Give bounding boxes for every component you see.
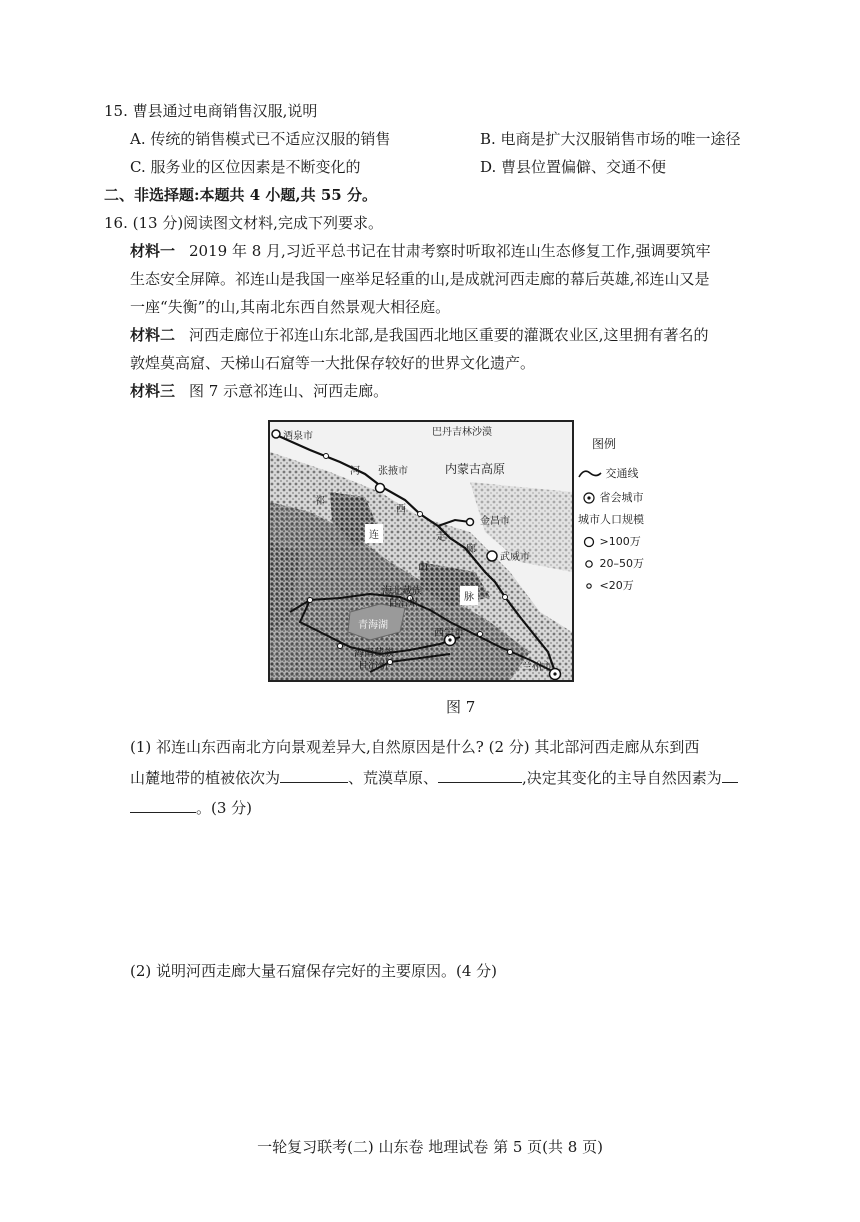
label-he: 河 xyxy=(350,466,360,477)
label-lanzhou: 兰州市 xyxy=(522,662,552,673)
label-wuwei: 武威市 xyxy=(500,552,530,563)
label-lian: 连 xyxy=(365,524,383,543)
material1-line2: 生态安全屏障。祁连山是我国一座举足轻重的山,是成就河西走廊的幕后英雄,祁连山又是 xyxy=(130,270,710,288)
material2-line2: 敦煌莫高窟、天梯山石窟等一大批保存较好的世界文化遗产。 xyxy=(130,354,536,372)
label-mai: 脉 xyxy=(460,586,478,605)
label-hainan-2: 自治州 xyxy=(358,660,388,671)
sub1-line1: (1) 祁连山东西南北方向景观差异大,自然原因是什么? (2 分) 其北部河西走廊从东到西 xyxy=(130,738,700,756)
q16-stem: 16. (13 分)阅读图文材料,完成下列要求。 xyxy=(104,214,383,232)
label-xining: 西宁市 xyxy=(434,628,464,639)
page-footer: 一轮复习联考(二) 山东卷 地理试卷 第 5 页(共 8 页) xyxy=(257,1138,603,1156)
answer-blank-1[interactable] xyxy=(280,766,348,783)
q15-option-a: A. 传统的销售模式已不适应汉服的销售 xyxy=(130,130,391,148)
material2-text: 河西走廊位于祁连山东北部,是我国西北地区重要的灌溉农业区,这里拥有著名的 xyxy=(189,326,709,344)
answer-blank-3b[interactable] xyxy=(130,796,196,813)
label-badain: 巴丹吉林沙漠 xyxy=(432,427,492,438)
label-haibei-1: 海北藏族 xyxy=(382,586,422,597)
label-shan: 山 xyxy=(418,562,428,573)
label-zou: 走 xyxy=(436,532,446,543)
material2-label: 材料二 xyxy=(130,326,176,344)
q15-stem: 15. 曹县通过电商销售汉服,说明 xyxy=(104,102,318,120)
sub1-line2 xyxy=(130,766,738,789)
sub1-text-d: 。(3 分) xyxy=(196,799,253,817)
label-qinghaihu: 青海湖 xyxy=(358,620,388,631)
label-neimenggu: 内蒙古高原 xyxy=(445,462,506,476)
material1-line3: 一座“失衡”的山,其南北东西自然景观大相径庭。 xyxy=(130,298,451,316)
medium-city-icon xyxy=(582,557,596,571)
material1-text: 2019 年 8 月,习近平总书记在甘肃考察时听取祁连山生态修复工作,强调要筑牢 xyxy=(189,242,711,260)
sub1-text-b: 、荒漠草原、 xyxy=(348,769,439,787)
label-lang: 廊 xyxy=(466,544,476,555)
material1-label: 材料一 xyxy=(130,242,176,260)
sub1-text-a: 山麓地带的植被依次为 xyxy=(130,769,281,787)
material1-line1 xyxy=(130,240,711,262)
figure-caption: 图 7 xyxy=(446,698,476,716)
q15-option-c: C. 服务业的区位因素是不断变化的 xyxy=(130,158,361,176)
answer-blank-2[interactable] xyxy=(438,766,522,783)
material3-text: 图 7 示意祁连山、河西走廊。 xyxy=(189,382,389,400)
large-city-icon xyxy=(582,535,596,549)
q15-option-d: D. 曹县位置偏僻、交通不便 xyxy=(480,158,667,176)
q15-option-b: B. 电商是扩大汉服销售市场的唯一途径 xyxy=(480,130,741,148)
legend-pop-title: 城市人口规模 xyxy=(578,513,644,526)
sub1-text-c: ,决定其变化的主导自然因素为 xyxy=(522,769,722,787)
legend-pop-medium: 20–50万 xyxy=(582,556,644,572)
legend-traffic: 交通线 xyxy=(578,466,639,482)
sub2-line: (2) 说明河西走廊大量石窟保存完好的主要原因。(4 分) xyxy=(130,962,498,980)
legend-pop-small: <20万 xyxy=(582,578,634,594)
legend-title: 图例 xyxy=(592,437,617,451)
label-jinchang: 金昌市 xyxy=(480,516,510,527)
section-heading: 二、非选择题:本题共 4 小题,共 55 分。 xyxy=(104,186,377,204)
sub1-line3 xyxy=(130,796,252,819)
label-zhangye: 张掖市 xyxy=(378,466,408,477)
capital-city-icon xyxy=(582,491,596,505)
traffic-line-icon xyxy=(578,467,602,481)
label-hainan-1: 海南藏族 xyxy=(354,648,394,659)
legend-capital: 省会城市 xyxy=(582,490,644,506)
legend-pop-large: >100万 xyxy=(582,534,641,550)
map-legend xyxy=(578,436,678,606)
material2-line1 xyxy=(130,324,709,346)
label-qi: 祁 xyxy=(315,496,325,507)
small-city-icon xyxy=(582,579,596,593)
material3-label: 材料三 xyxy=(130,382,176,400)
label-haibei-2: 自治州 xyxy=(388,598,418,609)
label-xi: 西 xyxy=(396,504,406,515)
material3-line xyxy=(130,380,388,402)
answer-blank-3a[interactable] xyxy=(722,766,738,783)
label-jiuquan: 酒泉市 xyxy=(283,431,313,442)
map-figure xyxy=(268,420,574,682)
